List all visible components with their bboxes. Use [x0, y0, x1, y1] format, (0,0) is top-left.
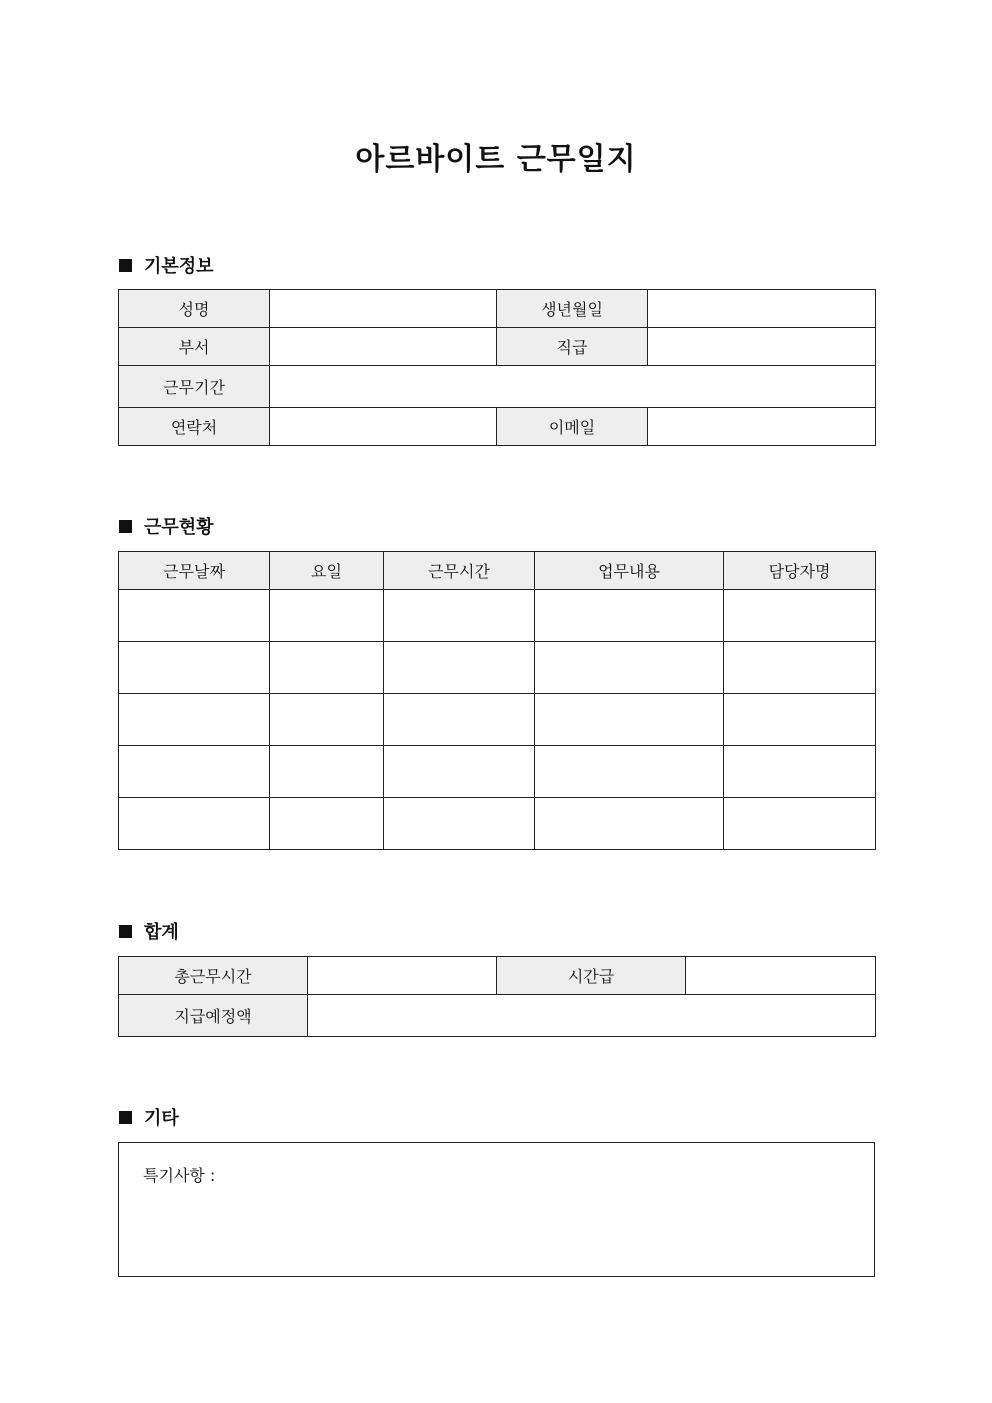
hours-cell[interactable]: [384, 590, 535, 642]
work-status-table: [118, 551, 876, 850]
day-cell[interactable]: [270, 746, 384, 798]
col-header-day: 요일: [270, 552, 384, 590]
expected-pay-label: 지급예정액: [119, 995, 308, 1037]
basic-info-table: [118, 289, 876, 446]
birth-label: 생년월일: [497, 290, 648, 328]
total-hours-field[interactable]: [308, 957, 497, 995]
square-bullet-icon: [119, 520, 132, 533]
total-table: [118, 956, 876, 1037]
hours-cell[interactable]: [384, 746, 535, 798]
date-cell[interactable]: [119, 798, 270, 850]
hours-cell[interactable]: [384, 798, 535, 850]
name-field[interactable]: [270, 290, 497, 328]
period-field[interactable]: [270, 366, 876, 408]
total-hours-label: 총근무시간: [119, 957, 308, 995]
square-bullet-icon: [119, 925, 132, 938]
col-header-tasks: 업무내용: [535, 552, 724, 590]
manager-cell[interactable]: [724, 746, 876, 798]
section-heading-basic: [119, 253, 214, 277]
date-cell[interactable]: [119, 590, 270, 642]
section-title-basic: 기본정보: [144, 256, 214, 277]
hourly-wage-label: 시간급: [497, 957, 686, 995]
hours-cell[interactable]: [384, 694, 535, 746]
day-cell[interactable]: [270, 798, 384, 850]
remarks-box[interactable]: [118, 1142, 875, 1277]
position-field[interactable]: [648, 328, 876, 366]
day-cell[interactable]: [270, 590, 384, 642]
name-label: 성명: [119, 290, 270, 328]
section-title-total: 합계: [144, 922, 179, 943]
manager-cell[interactable]: [724, 590, 876, 642]
square-bullet-icon: [119, 259, 132, 272]
table-row: [119, 590, 876, 642]
email-field[interactable]: [648, 408, 876, 446]
position-label: 직급: [497, 328, 648, 366]
dept-field[interactable]: [270, 328, 497, 366]
date-cell[interactable]: [119, 642, 270, 694]
birth-field[interactable]: [648, 290, 876, 328]
table-row: [119, 798, 876, 850]
day-cell[interactable]: [270, 694, 384, 746]
manager-cell[interactable]: [724, 642, 876, 694]
manager-cell[interactable]: [724, 798, 876, 850]
table-row: [119, 694, 876, 746]
tasks-cell[interactable]: [535, 694, 724, 746]
remarks-label: 특기사항 :: [143, 1166, 216, 1185]
table-row: [119, 746, 876, 798]
email-label: 이메일: [497, 408, 648, 446]
page-title: 아르바이트 근무일지: [355, 142, 637, 177]
section-title-etc: 기타: [144, 1108, 179, 1129]
tasks-cell[interactable]: [535, 590, 724, 642]
contact-field[interactable]: [270, 408, 497, 446]
hours-cell[interactable]: [384, 642, 535, 694]
dept-label: 부서: [119, 328, 270, 366]
col-header-manager: 담당자명: [724, 552, 876, 590]
day-cell[interactable]: [270, 642, 384, 694]
tasks-cell[interactable]: [535, 746, 724, 798]
tasks-cell[interactable]: [535, 642, 724, 694]
section-heading-work: [119, 514, 214, 538]
period-label: 근무기간: [119, 366, 270, 408]
hourly-wage-field[interactable]: [686, 957, 876, 995]
manager-cell[interactable]: [724, 694, 876, 746]
col-header-date: 근무날짜: [119, 552, 270, 590]
section-title-work: 근무현황: [144, 517, 214, 538]
expected-pay-field[interactable]: [308, 995, 876, 1037]
tasks-cell[interactable]: [535, 798, 724, 850]
section-heading-total: [119, 919, 179, 943]
col-header-hours: 근무시간: [384, 552, 535, 590]
date-cell[interactable]: [119, 746, 270, 798]
table-row: [119, 642, 876, 694]
section-heading-etc: [119, 1105, 179, 1129]
date-cell[interactable]: [119, 694, 270, 746]
square-bullet-icon: [119, 1111, 132, 1124]
contact-label: 연락처: [119, 408, 270, 446]
